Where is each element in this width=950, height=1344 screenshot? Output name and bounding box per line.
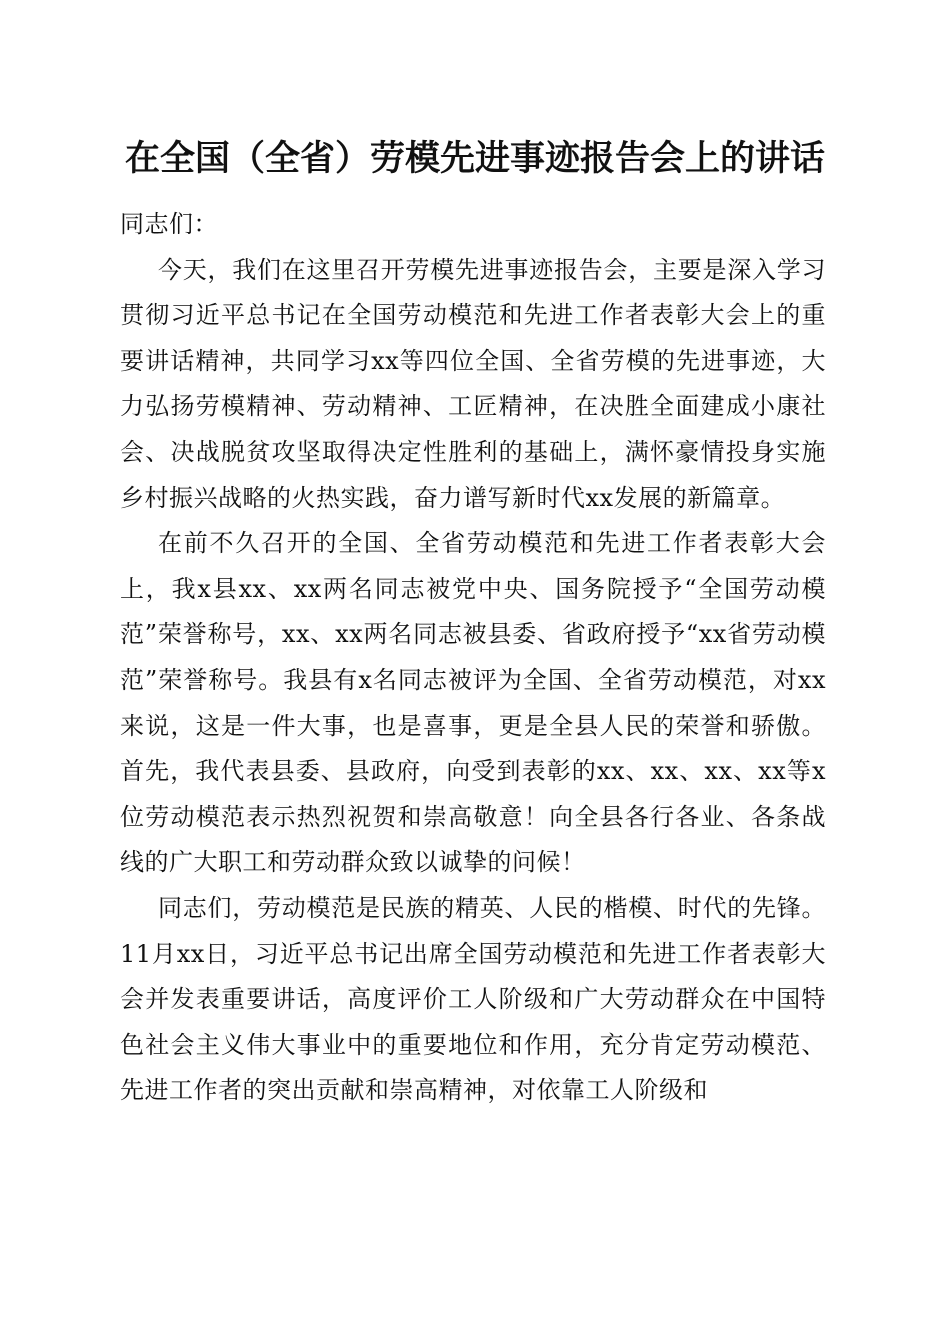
document-title: 在全国（全省）劳模先进事迹报告会上的讲话 [124, 139, 825, 179]
paragraph-3: 同志们，劳动模范是民族的精英、人民的楷模、时代的先锋。11月xx日，习近平总书记出席全国劳动模范和先进工作者表彰大会并发表重要讲话，高度评价工人阶级和广大劳动群众在中国特色社会主义伟大事业中的重要地位和作用，充分肯定劳动模范、先进工作者的突出贡献和崇高精神，对依靠工人阶级和 [120, 893, 826, 1105]
paragraph-2: 在前不久召开的全国、全省劳动模范和先进工作者表彰大会上，我x县xx、xx两名同志被党中央、国务院授予“全国劳动模范”荣誉称号，xx、xx两名同志被县委、省政府授予“xx省劳动模范”荣誉称号。我县有x名同志被评为全国、全省劳动模范，对xx来说，这是一件大事，也是喜事，更是全县人民的荣誉和骄傲。首先，我代表县委、县政府，向受到表彰的xx、xx、xx、xx等x位劳动模范表示热烈祝贺和崇高敬意！向全县各行各业、各条战线的广大职工和劳动群众致以诚挚的问候！ [120, 529, 826, 877]
document-body [120, 202, 826, 1114]
salutation: 同志们： [120, 210, 218, 238]
paragraph-1: 今天，我们在这里召开劳模先进事迹报告会，主要是深入学习贯彻习近平总书记在全国劳动模范和先进工作者表彰大会上的重要讲话精神，共同学习xx等四位全国、全省劳模的先进事迹，大力弘扬劳模精神、劳动精神、工匠精神，在决胜全面建成小康社会、决战脱贫攻坚取得决定性胜利的基础上，满怀豪情投身实施乡村振兴战略的火热实践，奋力谱写新时代xx发展的新篇章。 [120, 255, 826, 512]
